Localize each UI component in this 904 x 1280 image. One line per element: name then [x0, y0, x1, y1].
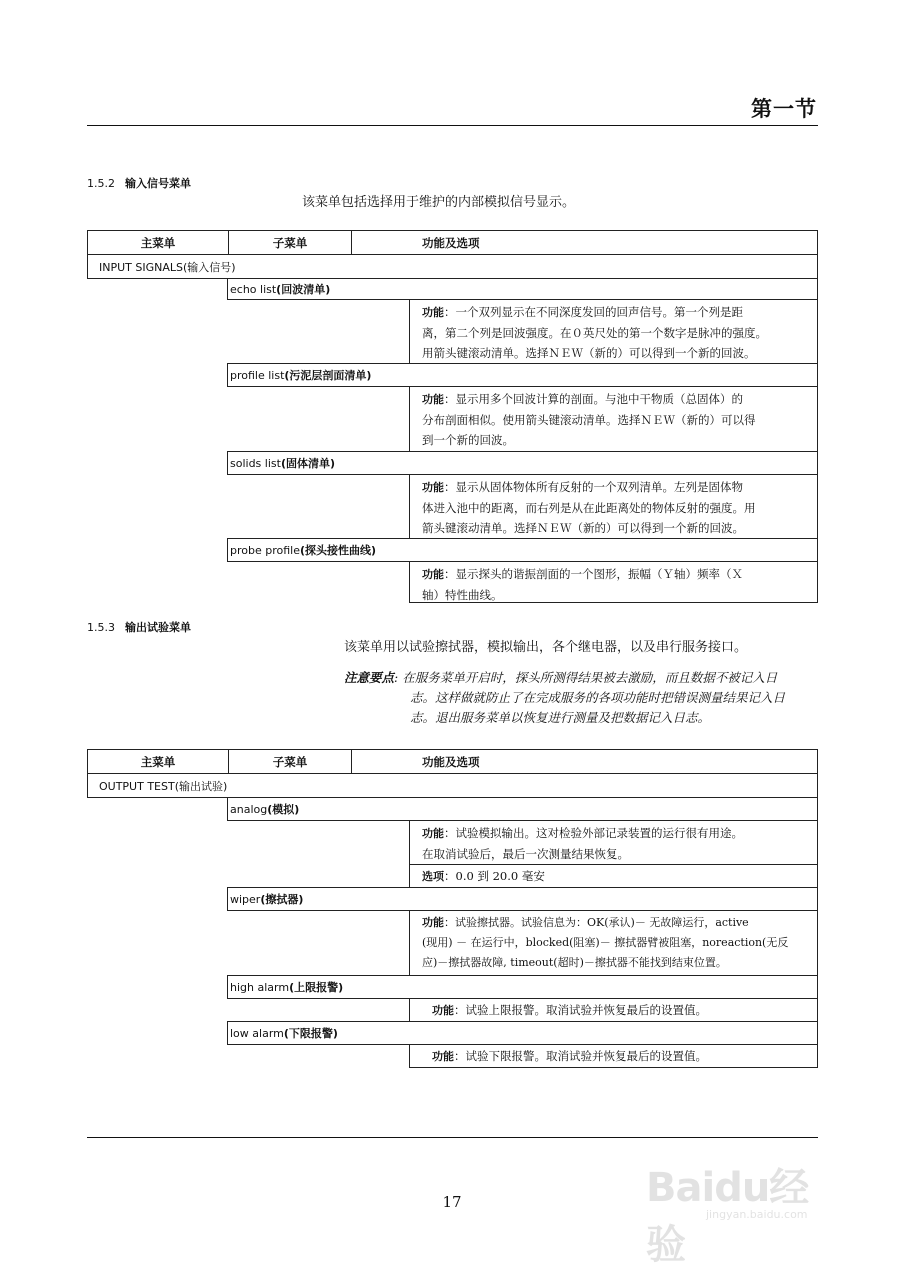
section-heading-input-signals: [87, 175, 191, 191]
footer-rule: [87, 1137, 818, 1138]
header-submenu: 子菜单: [229, 231, 352, 254]
header-main-menu: 主菜单: [88, 231, 229, 254]
submenu-name: analog: [230, 802, 268, 816]
function-description: [409, 998, 818, 1022]
table-header: [87, 230, 818, 255]
section-number: 1.5.3: [87, 621, 115, 634]
note-line: 志。这样做就防止了在完成服务的各项功能时把错误测量结果记入日: [410, 690, 786, 705]
submenu-cn: (模拟): [267, 803, 300, 816]
submenu-cell: [227, 538, 818, 562]
submenu-cell: [227, 1021, 818, 1045]
desc-line: ：试验下限报警。取消试验并恢复最后的设置值。: [454, 1049, 707, 1063]
desc-line: ：显示探头的谐振剖面的一个图形，振幅（Ｙ轴）频率（Ｘ: [444, 567, 743, 581]
watermark: [646, 1150, 846, 1268]
desc-line: 应)－擦拭器故障, timeout(超时)－擦拭器不能找到结束位置。: [422, 956, 727, 969]
watermark-logo: Baidu经验: [646, 1165, 809, 1268]
function-description: [409, 386, 818, 452]
header-rule: [87, 125, 818, 126]
function-key: 功能: [422, 393, 444, 406]
section-number: 1.5.2: [87, 177, 115, 190]
function-description: [409, 1044, 818, 1068]
header-submenu: 子菜单: [229, 750, 352, 773]
function-key: 功能: [432, 1050, 454, 1063]
section-title: 输出试验菜单: [125, 621, 191, 634]
submenu-name: probe profile: [230, 543, 300, 557]
main-menu-label: OUTPUT TEST(输出试验): [99, 779, 228, 793]
desc-line: ：试验擦拭器。试验信息为：OK(承认)－ 无故障运行，active: [444, 916, 749, 929]
header-function: 功能及选项: [422, 754, 480, 769]
function-key: 功能: [422, 481, 444, 494]
note-block: [344, 668, 818, 728]
function-description: [409, 820, 818, 865]
watermark-url: jingyan.baidu.com: [706, 1208, 808, 1221]
desc-line: 在取消试验后，最后一次测量结果恢复。: [422, 847, 629, 861]
page-number: 17: [442, 1193, 462, 1211]
function-key: 功能: [422, 827, 444, 840]
function-key: 功能: [422, 916, 444, 929]
desc-line: ：试验上限报警。取消试验并恢复最后的设置值。: [454, 1003, 707, 1017]
table-header: [87, 749, 818, 774]
chapter-title: 第一节: [751, 97, 817, 121]
desc-line: ：显示从固体物体所有反射的一个双列清单。左列是固体物: [444, 480, 743, 494]
desc-line: (现用) － 在运行中，blocked(阻塞)－ 擦拭器臂被阻塞，noreaction(无反: [422, 936, 789, 949]
submenu-cell: [227, 975, 818, 999]
header-function: 功能及选项: [422, 235, 480, 250]
section-intro: 该菜单用以试验擦拭器，模拟输出，各个继电器，以及串行服务接口。: [344, 640, 748, 655]
header-main-menu: 主菜单: [88, 750, 229, 773]
function-key: 功能: [422, 306, 444, 319]
options-text: ：0.0 到 20.0 毫安: [444, 869, 545, 883]
submenu-name: echo list: [230, 282, 277, 296]
section-heading-output-test: [87, 619, 191, 635]
function-key: 功能: [432, 1004, 454, 1017]
desc-line: 轴）特性曲线。: [422, 588, 503, 602]
main-menu-label: INPUT SIGNALS(输入信号): [99, 260, 236, 274]
submenu-cn: (固体清单): [280, 457, 336, 470]
submenu-cell: [227, 797, 818, 821]
function-description: [409, 910, 818, 976]
desc-line: 离，第二个列是回波强度。在０英尺处的第一个数字是脉冲的强度。: [422, 326, 767, 340]
submenu-name: solids list: [230, 456, 281, 470]
submenu-cn: (下限报警): [283, 1027, 338, 1040]
function-description: [409, 299, 818, 364]
desc-line: ：一个双列显示在不同深度发回的回声信号。第一个列是距: [444, 305, 743, 319]
submenu-name: profile list: [230, 368, 285, 382]
note-line: 志。退出服务菜单以恢复进行测量及把数据记入日志。: [410, 710, 711, 725]
desc-line: 体进入池中的距离，而右列是从在此距离处的物体反射的强度。用: [422, 501, 756, 515]
submenu-cell: [227, 363, 818, 387]
submenu-cell: [227, 278, 818, 300]
desc-line: 箭头键滚动清单。选择ＮＥＷ（新的）可以得到一个新的回波。: [422, 521, 744, 535]
options-description: [409, 864, 818, 888]
note-label: 注意要点: [344, 670, 395, 685]
main-menu-cell: [87, 254, 818, 279]
function-key: 功能: [422, 568, 444, 581]
function-description: [409, 474, 818, 539]
desc-line: 用箭头键滚动清单。选择ＮＥＷ（新的）可以得到一个新的回波。: [422, 346, 756, 360]
submenu-name: high alarm: [230, 980, 290, 994]
submenu-cn: (污泥层剖面清单): [284, 369, 372, 382]
section-intro: 该菜单包括选择用于维护的内部模拟信号显示。: [302, 195, 576, 210]
desc-line: 分布剖面相似。使用箭头键滚动清单。选择ＮＥＷ（新的）可以得: [422, 413, 756, 427]
submenu-cn: (探头接性曲线): [300, 544, 377, 557]
submenu-cn: (回波清单): [276, 283, 331, 296]
options-key: 选项: [422, 870, 444, 883]
submenu-cell: [227, 451, 818, 475]
desc-line: ：显示用多个回波计算的剖面。与池中干物质（总固体）的: [444, 392, 743, 406]
desc-line: 到一个新的回波。: [422, 433, 514, 447]
note-line: : 在服务菜单开启时，探头所测得结果被去激励，而且数据不被记入日: [394, 670, 778, 685]
submenu-name: wiper: [230, 892, 261, 906]
submenu-cn: (上限报警): [289, 981, 344, 994]
function-description: [409, 561, 818, 603]
desc-line: ：试验模拟输出。这对检验外部记录装置的运行很有用途。: [444, 826, 743, 840]
main-menu-cell: [87, 773, 818, 798]
submenu-name: low alarm: [230, 1026, 284, 1040]
section-title: 输入信号菜单: [125, 177, 191, 190]
submenu-cell: [227, 887, 818, 911]
submenu-cn: (擦拭器): [260, 893, 304, 906]
